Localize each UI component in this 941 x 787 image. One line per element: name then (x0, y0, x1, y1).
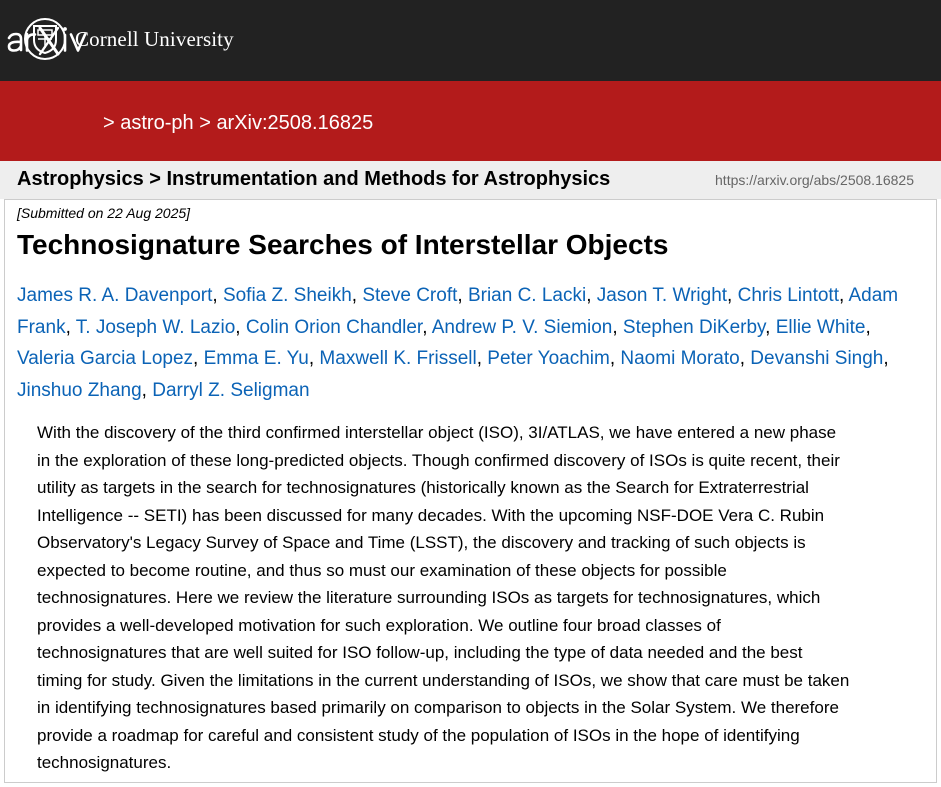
abstract-line: With the discovery of the third confirmed interstellar object (ISO), 3I/ATLAS, we have entered a new phase (37, 423, 837, 442)
abstract-url: https://arxiv.org/abs/2508.16825 (715, 172, 914, 188)
author-link[interactable]: Peter Yoachim (487, 348, 610, 369)
breadcrumb-separator: > (103, 112, 115, 134)
abstract-line: provides a well-developed motivation for such exploration. We outline four broad classes of (37, 615, 721, 635)
abstract-line: in identifying technosignatures based primarily on comparison to objects in the Solar System. We therefore (37, 698, 839, 717)
author-link[interactable]: Adam Frank (17, 285, 899, 338)
abstract-line: in the exploration of these long-predicted objects. Though confirmed discovery of ISOs is quite recent, their (37, 450, 840, 470)
abstract-line: technosignatures that are well suited for ISO follow-up, including the type of data needed and the best (37, 643, 803, 662)
author-link[interactable]: Steve Croft (362, 285, 458, 306)
subject-title: Astrophysics > Instrumentation and Methods for Astrophysics (17, 168, 611, 190)
breadcrumb-paper-id: arXiv:2508.16825 (216, 112, 374, 134)
cornell-university-name: Cornell University (75, 26, 234, 51)
author-link[interactable]: James R. A. Davenport (17, 285, 213, 306)
abstract-line: technosignatures. Here we review the literature surrounding ISOs as targets for technosignatures, which (37, 588, 821, 607)
author-link[interactable]: Ellie White (775, 316, 866, 338)
author-link[interactable]: Darryl Z. Seligman (152, 379, 310, 401)
author-link[interactable]: Maxwell K. Frissell (319, 348, 477, 369)
author-link[interactable]: Chris Lintott (737, 285, 839, 306)
author-link[interactable]: Jason T. Wright (596, 285, 728, 306)
abstract-line: utility as targets in the search for technosignatures (historically known as the Search for Extraterrestrial (37, 478, 809, 497)
author-link[interactable]: Valeria Garcia Lopez (17, 348, 194, 369)
arxiv-logo[interactable] (6, 24, 98, 58)
author-link[interactable]: Emma E. Yu (203, 348, 309, 369)
abstract-text (37, 419, 897, 777)
author-link[interactable]: Jinshuo Zhang (17, 379, 142, 401)
author-link[interactable]: Devanshi Singh (750, 348, 884, 369)
author-list: James R. A. Davenport, Sofia Z. Sheikh, Steve Croft, Brian C. Lacki, Jason T. Wright, Chris Lintott, Adam Frank, T. Joseph W. Lazio, Colin Orion Chandler, Andrew P. V. Siemion, Stephen DiKerby, Ellie White, Valeria Garcia Lopez, Emma E. Yu, Maxwell K. Frissell, Peter Yoachim, Naomi Morato, Devanshi Singh, Jinshuo Zhang, Darryl Z. Seligman (17, 285, 899, 401)
abstract-line: technosignatures. (37, 753, 172, 772)
breadcrumb (103, 112, 373, 135)
author-link[interactable]: Stephen DiKerby (622, 316, 766, 338)
breadcrumb-separator: > (199, 112, 211, 134)
author-link[interactable]: T. Joseph W. Lazio (75, 316, 236, 338)
abstract-line: Intelligence -- SETI) has been discussed for many decades. With the upcoming NSF-DOE Vera C. Rubin (37, 505, 825, 525)
author-link[interactable]: Naomi Morato (620, 348, 740, 369)
submission-date: [Submitted on 22 Aug 2025] (17, 205, 191, 221)
author-link[interactable]: Andrew P. V. Siemion (431, 316, 613, 338)
paper-title: Technosignature Searches of Interstellar Objects (17, 229, 669, 260)
abstract-line: timing for study. Given the limitations in the current understanding of ISOs, we show that care must be taken (37, 670, 850, 690)
abstract-line: expected to become routine, and thus so must our examination of these objects for possible (37, 560, 727, 580)
author-link[interactable]: Brian C. Lacki (467, 285, 587, 306)
author-link[interactable]: Colin Orion Chandler (245, 316, 423, 338)
breadcrumb-archive-link[interactable]: astro-ph (120, 112, 194, 134)
author-link[interactable]: Sofia Z. Sheikh (222, 285, 352, 306)
abstract-line: provide a roadmap for careful and consistent study of the population of ISOs in the hope of identifying (37, 725, 800, 745)
abstract-line: Observatory's Legacy Survey of Space and Time (LSST), the discovery and tracking of such objects is (37, 533, 806, 552)
